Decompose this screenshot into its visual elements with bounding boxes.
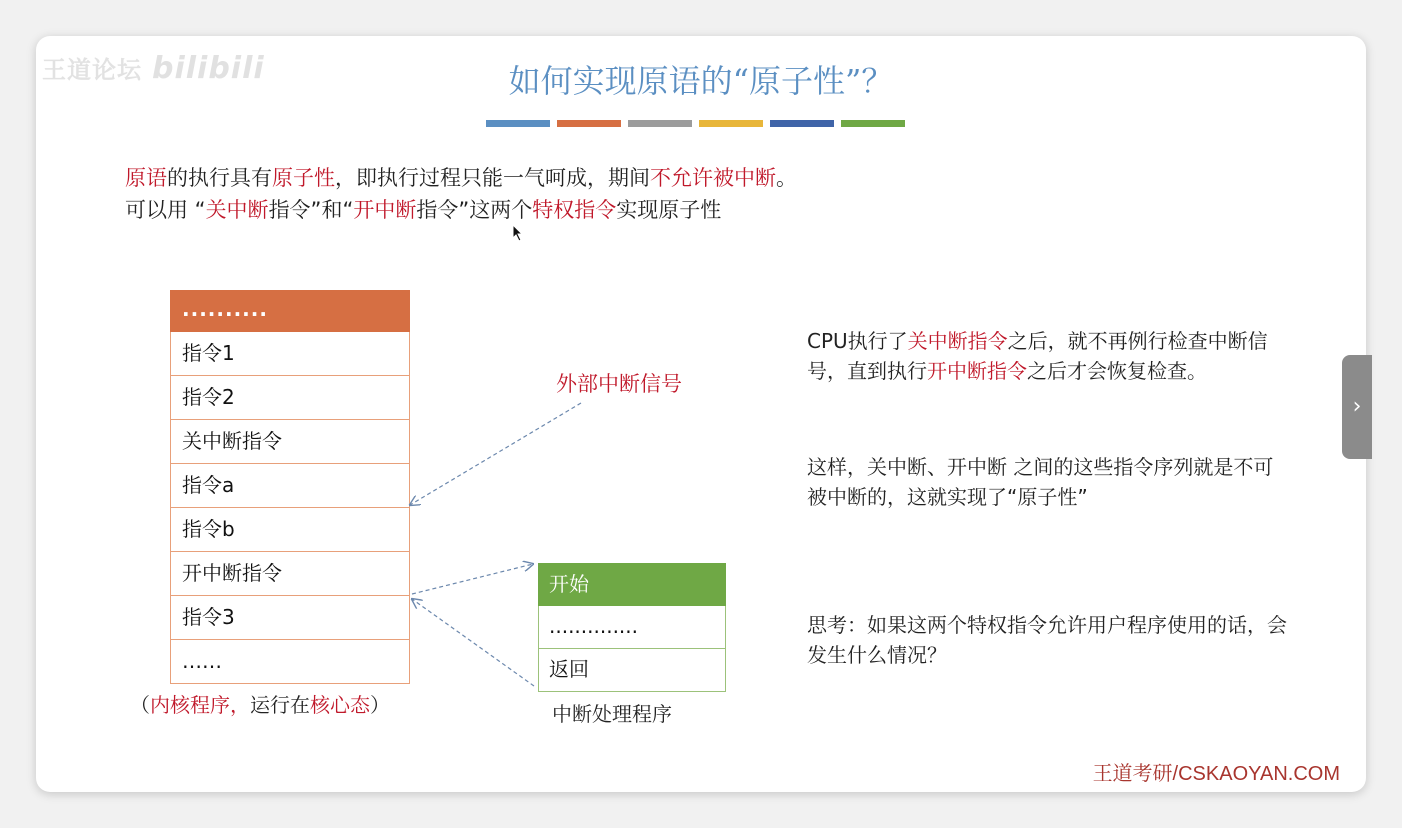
stack-instruction-cell: 开中断指令 xyxy=(170,552,410,596)
bilibili-logo: bilibili xyxy=(152,51,265,86)
watermark-text: 王道论坛 xyxy=(42,56,142,84)
intro-line-2-segment: 特权指令 xyxy=(532,198,617,222)
intro-line-2-segment: 开中断 xyxy=(353,198,417,222)
external-interrupt-arrow xyxy=(410,403,581,505)
intro-line-1-segment: 原子性 xyxy=(272,166,335,190)
handler-header: 开始 xyxy=(538,563,726,606)
external-interrupt-label: 外部中断信号 xyxy=(556,372,682,396)
slide-title: 如何实现原语的“原子性”？ xyxy=(508,62,894,100)
brand-footer: 王道考研/CSKAOYAN.COM xyxy=(1092,763,1340,785)
explain-paragraph-1-segment: 之后才会恢复检查。 xyxy=(1027,359,1207,383)
stack-instruction-cell: 指令1 xyxy=(170,332,410,376)
return-arrow xyxy=(412,599,534,686)
side-nav-tab[interactable] xyxy=(1342,355,1372,459)
stack-caption-segment: 运行在 xyxy=(250,693,310,717)
intro-line-1-segment: 不允许被中断 xyxy=(650,166,776,190)
explain-paragraph-1-segment: 之后，就不再例行检查中断信号，直到执行 xyxy=(807,329,1268,383)
intro-line-2-segment: 可以用 “ xyxy=(125,198,206,222)
to-handler-arrow xyxy=(412,564,533,594)
explain-paragraph-1 xyxy=(807,326,1287,386)
handler-cell: .............. xyxy=(538,606,726,649)
intro-line-1-segment: 原语 xyxy=(125,166,167,190)
stack-instruction-cell: …… xyxy=(170,640,410,684)
handler-cell: 返回 xyxy=(538,649,726,692)
explain-paragraph-1-segment: 关中断指令 xyxy=(907,329,1008,353)
stack-instruction-cell: 关中断指令 xyxy=(170,420,410,464)
stack-instruction-cell: 指令a xyxy=(170,464,410,508)
slide xyxy=(36,36,1366,792)
stack-caption-segment: 内核程序， xyxy=(150,693,250,717)
intro-line-2-segment: 实现原子性 xyxy=(616,198,722,222)
intro-line-1-segment: 的执行具有 xyxy=(167,166,272,190)
explain-paragraph-2: 这样，关中断、开中断 之间的这些指令序列就是不可被中断的，这就实现了“原子性” xyxy=(807,455,1274,509)
intro-line-2-segment: 关中断 xyxy=(205,198,269,222)
stack-header: .......... xyxy=(170,290,410,332)
stack-instruction-cell: 指令3 xyxy=(170,596,410,640)
explain-paragraph-1-segment: 开中断指令 xyxy=(927,359,1027,383)
stack-caption-segment: ） xyxy=(370,693,390,717)
handler-caption: 中断处理程序 xyxy=(552,702,672,726)
stack-instruction-cell: 指令2 xyxy=(170,376,410,420)
explain-paragraph-1-segment: CPU执行了 xyxy=(807,329,908,353)
explain-paragraph-3: 思考：如果这两个特权指令允许用户程序使用的话，会发生什么情况？ xyxy=(807,613,1287,667)
stack-caption-segment: （ xyxy=(130,693,150,717)
intro-line-2-segment: 指令”和“ xyxy=(268,198,354,222)
interrupt-handler-box xyxy=(538,563,726,692)
intro-line-2-segment: 指令”这两个 xyxy=(416,198,533,222)
intro-line-1-segment: ，即执行过程只能一气呵成，期间 xyxy=(335,166,650,190)
chevron-right-icon[interactable]: › xyxy=(1352,394,1362,419)
stack-caption-segment: 核心态 xyxy=(310,693,370,717)
stack-instruction-cell: 指令b xyxy=(170,508,410,552)
intro-line-1-segment: 。 xyxy=(776,166,797,190)
